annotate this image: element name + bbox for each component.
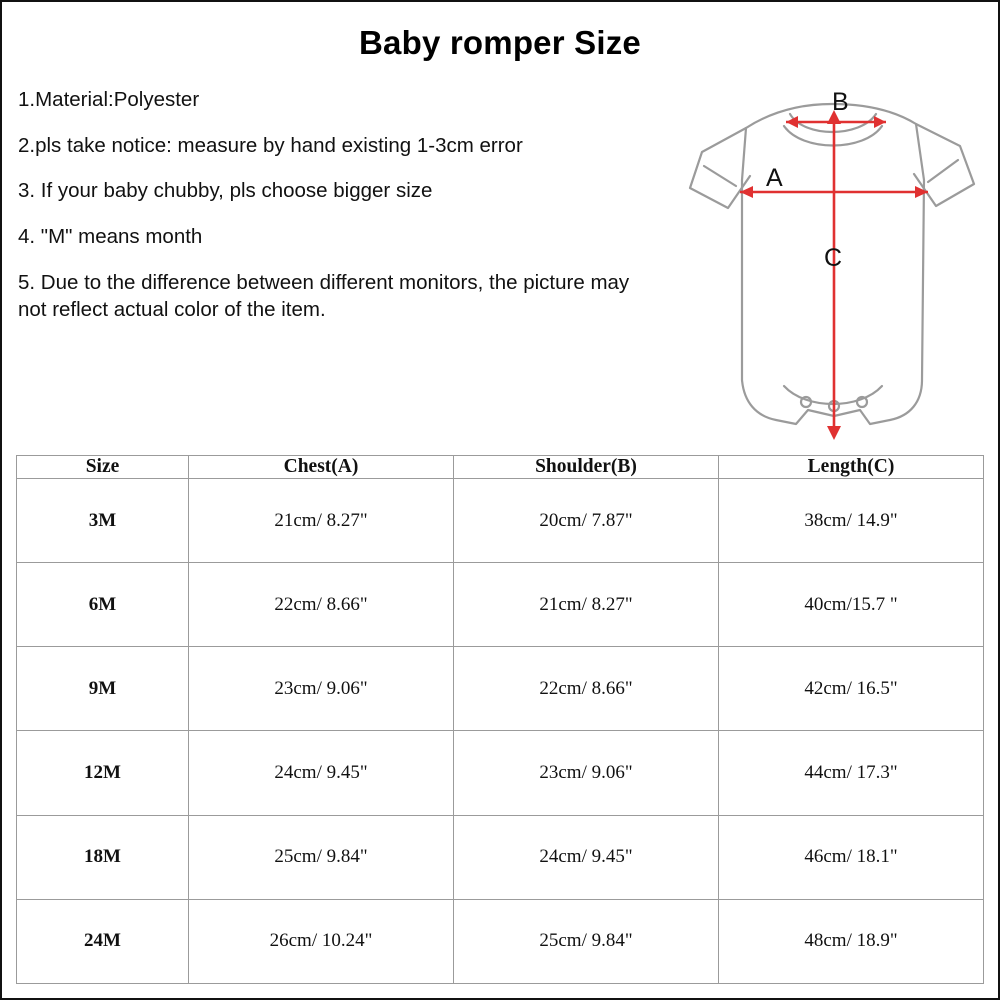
- note-item: 3. If your baby chubby, pls choose bigger size: [18, 179, 433, 203]
- note-item: 5. Due to the difference between different monitors, the picture may not reflect actual color of the item.: [18, 270, 630, 322]
- table-header: [17, 456, 984, 479]
- cell-shoulder: 23cm/ 9.06": [454, 731, 719, 815]
- cell-chest: 25cm/ 9.84": [189, 815, 454, 899]
- cell-chest: 24cm/ 9.45": [189, 731, 454, 815]
- column-header-chest: Chest(A): [189, 456, 454, 479]
- page-title: Baby romper Size: [359, 24, 641, 61]
- table-row: [17, 815, 984, 899]
- table-row: [17, 647, 984, 731]
- table-body: [17, 479, 984, 984]
- size-table: [16, 455, 984, 984]
- dimension-label-a: A: [766, 164, 783, 192]
- cell-size: 24M: [17, 899, 189, 983]
- cell-length: 42cm/ 16.5": [719, 647, 984, 731]
- column-header-length: Length(C): [719, 456, 984, 479]
- table-row: [17, 563, 984, 647]
- cell-shoulder: 25cm/ 9.84": [454, 899, 719, 983]
- note-item: 4. "M" means month: [18, 225, 203, 249]
- cell-chest: 21cm/ 8.27": [189, 479, 454, 563]
- cell-length: 46cm/ 18.1": [719, 815, 984, 899]
- cell-shoulder: 21cm/ 8.27": [454, 563, 719, 647]
- column-header-size: Size: [17, 456, 189, 479]
- cell-shoulder: 24cm/ 9.45": [454, 815, 719, 899]
- cell-shoulder: 20cm/ 7.87": [454, 479, 719, 563]
- cell-length: 40cm/15.7 ": [719, 563, 984, 647]
- notes-list: [18, 86, 658, 342]
- note-item: 1.Material:Polyester: [18, 88, 200, 111]
- cell-chest: 22cm/ 8.66": [189, 563, 454, 647]
- cell-length: 38cm/ 14.9": [719, 479, 984, 563]
- table-row: [17, 479, 984, 563]
- note-item: 2.pls take notice: measure by hand existing 1-3cm error: [18, 133, 523, 157]
- cell-size: 9M: [17, 647, 189, 731]
- dimension-label-b: B: [832, 88, 849, 116]
- size-table-container: [16, 455, 984, 984]
- table-row: [17, 899, 984, 983]
- table-row: [17, 731, 984, 815]
- cell-size: 3M: [17, 479, 189, 563]
- dimension-label-c: C: [824, 244, 843, 272]
- cell-length: 48cm/ 18.9": [719, 899, 984, 983]
- cell-size: 18M: [17, 815, 189, 899]
- cell-shoulder: 22cm/ 8.66": [454, 647, 719, 731]
- column-header-shoulder: Shoulder(B): [454, 456, 719, 479]
- baby-romper-diagram: [684, 80, 984, 450]
- cell-chest: 26cm/ 10.24": [189, 899, 454, 983]
- table-header-row: [17, 456, 984, 479]
- cell-size: 12M: [17, 731, 189, 815]
- cell-chest: 23cm/ 9.06": [189, 647, 454, 731]
- cell-size: 6M: [17, 563, 189, 647]
- cell-length: 44cm/ 17.3": [719, 731, 984, 815]
